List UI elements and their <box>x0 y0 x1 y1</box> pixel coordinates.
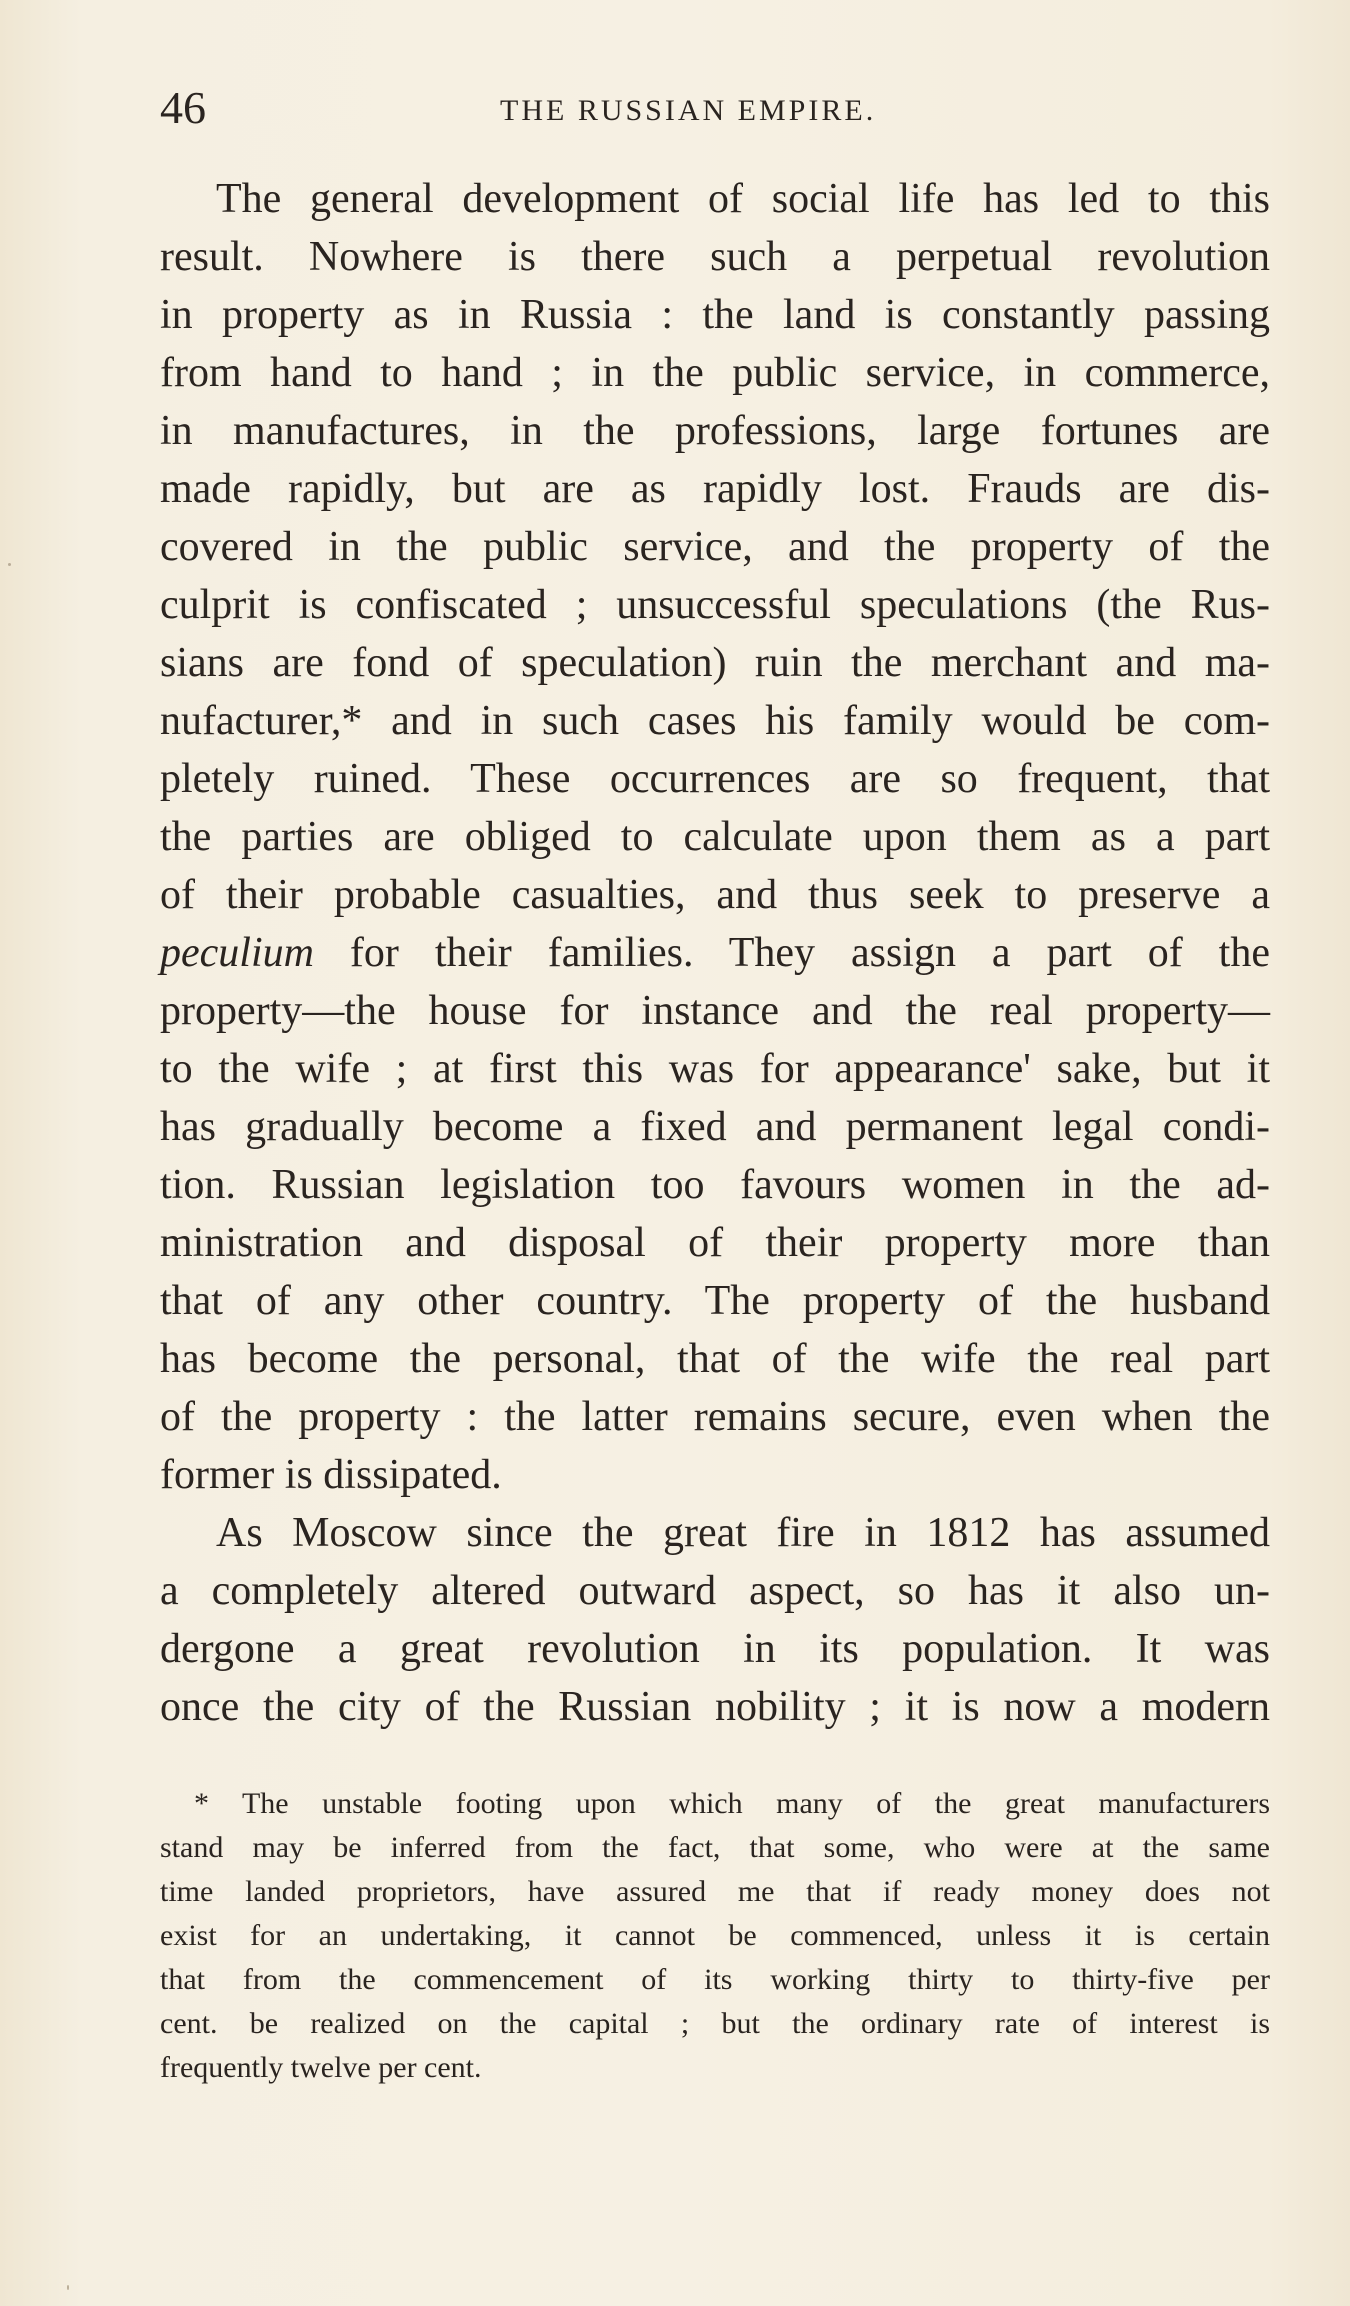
text-line: that of any other country. The property of the husband <box>160 1278 1270 1324</box>
footnote-line: stand may be inferred from the fact, that some, who were at the same <box>160 1831 1270 1864</box>
text-line: of the property : the latter remains secure, even when the <box>160 1394 1270 1440</box>
paper-speck <box>67 2285 69 2290</box>
text-line: culprit is confiscated ; unsuccessful speculations (the Rus- <box>160 582 1270 628</box>
text-line: to the wife ; at first this was for appearance' sake, but it <box>160 1046 1270 1092</box>
text-line: covered in the public service, and the property of the <box>160 524 1270 570</box>
text-line: has gradually become a fixed and permanent legal condi- <box>160 1104 1270 1150</box>
footnote <box>160 1782 1270 2090</box>
text-line: The general development of social life has led to this <box>216 176 1270 222</box>
text-fragment: for their families. They assign a part of the <box>313 930 1270 976</box>
text-line: from hand to hand ; in the public service, in commerce, <box>160 350 1270 396</box>
footnote-line: time landed proprietors, have assured me that if ready money does not <box>160 1875 1270 1908</box>
text-line: dergone a great revolution in its population. It was <box>160 1626 1270 1672</box>
text-line: the parties are obliged to calculate upon them as a part <box>160 814 1270 860</box>
text-line: ministration and disposal of their property more than <box>160 1220 1270 1266</box>
page-number: 46 <box>160 82 206 133</box>
text-line: property—the house for instance and the real property— <box>160 988 1270 1034</box>
text-line: in manufactures, in the professions, large fortunes are <box>160 408 1270 454</box>
footnote-line: frequently twelve per cent. <box>160 2051 482 2084</box>
text-line: a completely altered outward aspect, so has it also un- <box>160 1568 1270 1614</box>
page-header <box>160 78 1270 138</box>
text-line: pletely ruined. These occurrences are so frequent, that <box>160 756 1270 802</box>
footnote-line: that from the commencement of its working thirty to thirty-five per <box>160 1963 1270 1996</box>
text-line: tion. Russian legislation too favours women in the ad- <box>160 1162 1270 1208</box>
text-line: As Moscow since the great fire in 1812 has assumed <box>216 1510 1270 1556</box>
text-line-with-italic <box>160 924 1270 982</box>
footnote-line: exist for an undertaking, it cannot be commenced, unless it is certain <box>160 1919 1270 1952</box>
footnote-line: * The unstable footing upon which many of the great manufacturers <box>194 1787 1270 1820</box>
text-line: once the city of the Russian nobility ; it is now a modern <box>160 1684 1270 1730</box>
text-line: sians are fond of speculation) ruin the merchant and ma- <box>160 640 1270 686</box>
text-line: result. Nowhere is there such a perpetual revolution <box>160 234 1270 280</box>
text-line: nufacturer,* and in such cases his family would be com- <box>160 698 1270 744</box>
paper-speck <box>8 563 11 566</box>
body-text <box>160 170 1270 1736</box>
text-line: former is dissipated. <box>160 1452 502 1498</box>
text-line: in property as in Russia : the land is constantly passing <box>160 292 1270 338</box>
footnote-line: cent. be realized on the capital ; but the ordinary rate of interest is <box>160 2007 1270 2040</box>
running-title: THE RUSSIAN EMPIRE. <box>500 94 877 127</box>
text-line: of their probable casualties, and thus seek to preserve a <box>160 872 1270 918</box>
text-line: made rapidly, but are as rapidly lost. Frauds are dis- <box>160 466 1270 512</box>
italic-word: peculium <box>160 930 314 976</box>
text-line: has become the personal, that of the wife the real part <box>160 1336 1270 1382</box>
